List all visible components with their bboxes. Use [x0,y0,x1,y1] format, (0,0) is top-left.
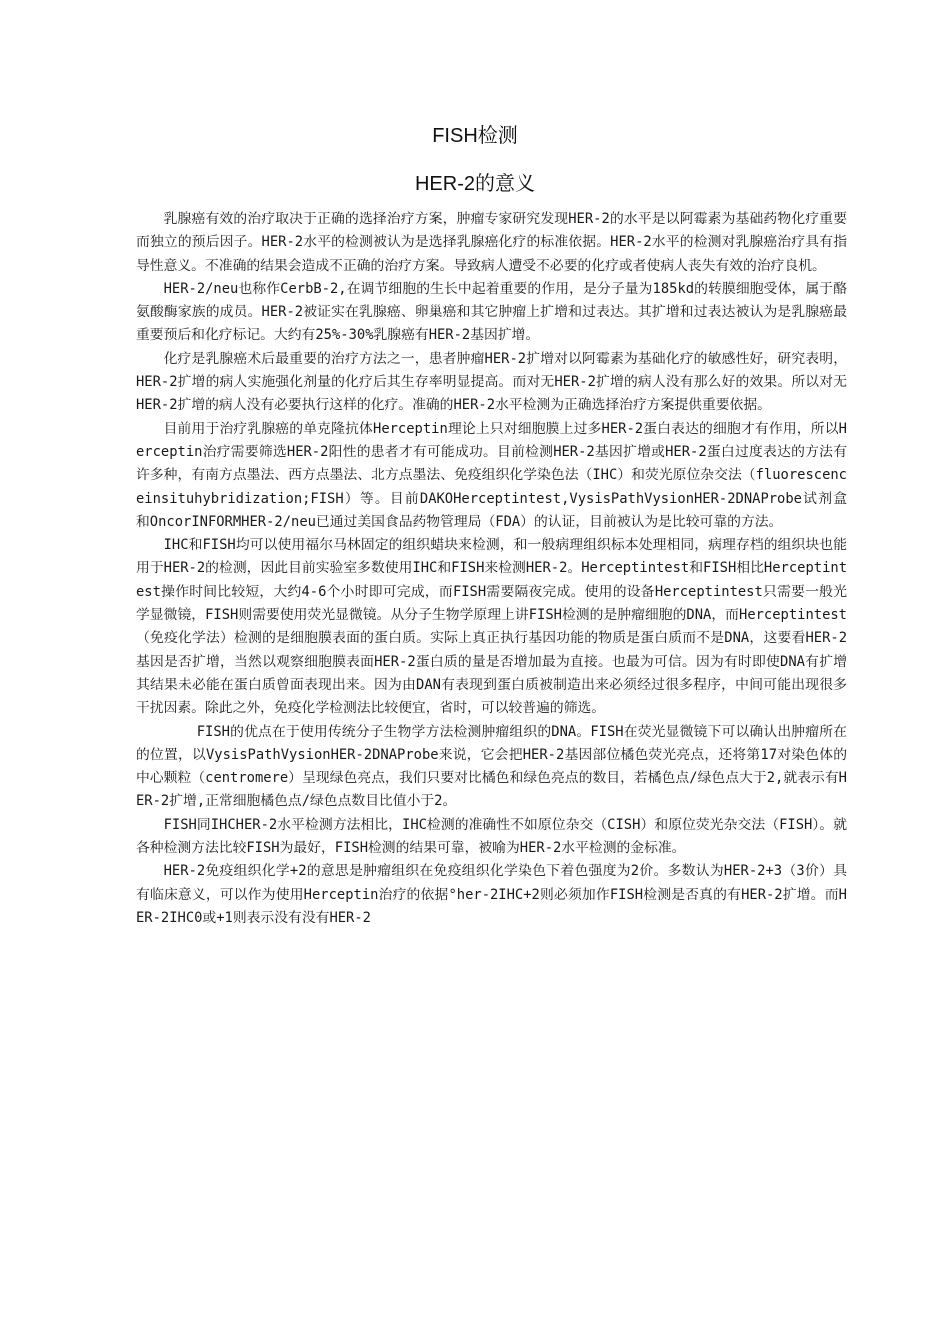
paragraph-2: HER-2/neu也称作CerbB-2,在调节细胞的生长中起着重要的作用，是分子量为185kd的转膜细胞受体，属于酪氨酸酶家族的成员。HER-2被证实在乳腺癌、卵巢癌和其它肿瘤上扩增和过表达。其扩增和过表达被认为是乳腺癌最重要预后和化疗标记。大约有25%-30%乳腺癌有HER-2基因扩增。 [136,280,847,344]
paragraph-7: FISH同IHCHER-2水平检测方法相比，IHC检测的准确性不如原位杂交（CISH）和原位荧光杂交法（FISH）。就各种检测方法比较FISH为最好，FISH检测的结果可靠，被喻为HER-2水平检测的金标准。 [136,816,847,857]
paragraph-8: HER-2免疫组织化学+2的意思是肿瘤组织在免疫组织化学染色下着色强度为2价。多数认为HER-2+3（3价）具有临床意义，可以作为使用Herceptin治疗的依据°her-2IHC+2则必须加作FISH检测是否真的有HER-2扩增。而HER-2IHC0或+1则表示没有没有HER-2 [136,863,847,926]
document-subtitle: HER-2的意义 [414,173,535,195]
paragraph-1: 乳腺癌有效的治疗取决于正确的选择治疗方案，肿瘤专家研究发现HER-2的水平是以阿霉素为基础药物化疗重要而独立的预后因子。HER-2水平的检测被认为是选择乳腺癌化疗的标准依据。HER-2水平的检测对乳腺癌治疗具有指导性意义。不准确的结果会造成不正确的治疗方案。导致病人遭受不必要的化疗或者使病人丧失有效的治疗良机。 [136,211,847,274]
paragraph-3: 化疗是乳腺癌术后最重要的治疗方法之一，患者肿瘤HER-2扩增对以阿霉素为基础化疗的敏感性好，研究表明，HER-2扩增的病人实施强化剂量的化疗后其生存率明显提高。而对无HER-2扩增的病人没有那么好的效果。所以对无HER-2扩增的病人没有必要执行这样的化疗。准确的HER-2水平检测为正确选择治疗方案提供重要依据。 [136,350,847,414]
paragraph-5: IHC和FISH均可以使用福尔马林固定的组织蜡块来检测，和一般病理组织标本处理相同，病理存档的组织块也能用于HER-2的检测，因此目前实验室多数使用IHC和FISH来检测HER-2。Herceptintest和FISH相比Herceptintest操作时间比较短，大约4-6个小时即可完成，而FISH需要隔夜完成。使用的设备Herceptintest只需要一般光学显微镜，FISH则需要使用荧光显微镜。从分子生物学原理上讲FISH检测的是肿瘤细胞的DNA，而Herceptintest（免疫化学法）检测的是细胞膜表面的蛋白质。实际上真正执行基因功能的物质是蛋白质而不是DNA，这要看HER-2基因是否扩增，当然以观察细胞膜表面HER-2蛋白质的量是否增加最为直接。也最为可信。因为有时即使DNA有扩增其结果未必能在蛋白质曾面表现出来。因为由DAN有表现到蛋白质被制造出来必须经过很多程序，中间可能出现很多干扰因素。除此之外，免疫化学检测法比较便宜，省时，可以较普遍的筛选。 [136,537,847,717]
document-title: FISH检测 [432,125,518,147]
document-body [136,208,847,930]
paragraph-4: 目前用于治疗乳腺癌的单克隆抗体Herceptin理论上只对细胞膜上过多HER-2蛋白表达的细胞才有作用，所以Herceptin治疗需要筛选HER-2阳性的患者才有可能成功。目前检测HER-2基因扩增或HER-2蛋白过度表达的方法有许多种，有南方点墨法、西方点墨法、北方点墨法、免疫组织化学染色法（IHC）和荧光原位杂交法（fluorescenceinsituhybridization;FISH）等。目前DAKOHerceptintest,VysisPathVysionHER-2DNAProbe试剂盒和OncorINFORMHER-2/neu已通过美国食品药物管理局（FDA）的认证，目前被认为是比较可靠的方法。 [136,420,847,530]
paragraph-6: FISH的优点在于使用传统分子生物学方法检测肿瘤组织的DNA。FISH在荧光显微镜下可以确认出肿瘤所在的位置，以VysisPathVysionHER-2DNAProbe来说，它会把HER-2基因部位橘色荧光亮点，还将第17对染色体的中心颗粒（centromere）呈现绿色亮点，我们只要对比橘色和绿色亮点的数目，若橘色点/绿色点大于2,就表示有HER-2扩增,正常细胞橘色点/绿色点数目比值小于2。 [136,723,847,810]
